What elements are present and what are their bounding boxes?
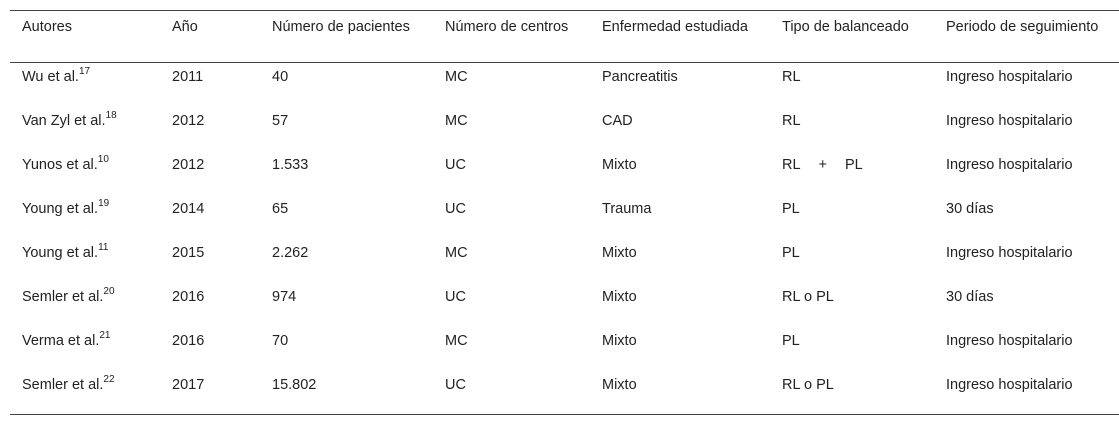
header-ano: Año [160,11,260,63]
cell-centers: UC [445,288,466,305]
table-row [10,63,1119,107]
cell-author [10,239,160,283]
reference-number: 18 [105,109,117,121]
cell-type [770,151,934,195]
studies-table [10,10,1119,415]
cell-patients: 1.533 [272,156,309,173]
cell-author [10,107,160,151]
cell-year: 2011 [172,69,204,85]
author-name: Semler et al. [22,376,104,393]
cell-patients: 15.802 [272,376,317,393]
cell-year: 2015 [172,244,205,261]
cell-centers: UC [445,200,466,217]
author-name: Yunos et al. [22,156,98,173]
cell-centers: MC [445,69,468,85]
reference-number: 11 [98,241,109,253]
cell-type: RL o PL [782,376,834,393]
cell-followup: 30 días [946,200,994,217]
cell-disease: Mixto [602,376,637,393]
cell-year: 2016 [172,332,205,349]
author-name: Van Zyl et al. [22,112,106,129]
cell-type: PL [782,244,800,261]
author-name: Verma et al. [22,332,100,349]
type-part: PL [845,156,863,173]
cell-disease: Trauma [602,200,652,217]
cell-centers: MC [445,244,468,261]
cell-author [10,283,160,327]
cell-centers: UC [445,376,466,393]
cell-followup: Ingreso hospitalario [946,376,1073,393]
header-numero-centros: Número de centros [433,11,590,63]
cell-disease: Mixto [602,156,637,173]
table-row [10,371,1119,415]
cell-followup: Ingreso hospitalario [946,112,1073,129]
header-tipo-balanceado: Tipo de balanceado [770,11,934,63]
table-row [10,195,1119,239]
reference-number: 21 [99,329,111,341]
cell-type: RL [782,69,801,85]
author-name: Semler et al. [22,288,104,305]
cell-year: 2016 [172,288,205,305]
cell-author [10,151,160,195]
cell-patients: 974 [272,288,297,305]
cell-year: 2012 [172,156,205,173]
reference-number: 20 [103,285,115,297]
header-autores: Autores [10,11,160,63]
author-name: Young et al. [22,200,99,217]
author-name: Wu et al. [22,69,79,85]
table-body [10,63,1119,415]
table-header [10,11,1119,63]
type-part: + [818,156,828,173]
cell-type: PL [782,200,800,217]
cell-centers: UC [445,156,466,173]
table-row [10,239,1119,283]
header-numero-pacientes: Número de pacientes [260,11,433,63]
cell-author [10,63,160,107]
cell-patients: 2.262 [272,244,309,261]
header-periodo-seguimiento: Periodo de seguimiento [934,11,1119,63]
reference-number: 22 [103,373,115,385]
reference-number: 19 [98,197,110,209]
studies-table-container [10,10,1099,415]
cell-year: 2017 [172,376,205,393]
cell-author [10,327,160,371]
cell-type: RL [782,112,801,129]
reference-number: 10 [97,153,109,165]
reference-number: 17 [78,66,91,78]
cell-author [10,371,160,415]
author-name: Young et al. [22,244,99,261]
cell-type: RL o PL [782,288,834,305]
cell-followup: Ingreso hospitalario [946,332,1073,349]
cell-disease: CAD [602,112,633,129]
cell-centers: MC [445,112,468,129]
cell-centers: MC [445,332,468,349]
cell-disease: Mixto [602,332,637,349]
cell-followup: Ingreso hospitalario [946,244,1073,261]
cell-followup: Ingreso hospitalario [946,156,1073,173]
header-row [10,11,1119,63]
table-row [10,283,1119,327]
cell-followup: Ingreso hospitalario [946,69,1073,85]
cell-author [10,195,160,239]
cell-type: PL [782,332,800,349]
cell-patients: 65 [272,200,289,217]
cell-disease: Mixto [602,288,637,305]
cell-disease: Pancreatitis [602,69,678,85]
cell-patients: 57 [272,112,289,129]
cell-patients: 40 [272,69,289,85]
cell-patients: 70 [272,332,289,349]
cell-disease: Mixto [602,244,637,261]
table-row [10,151,1119,195]
table-row [10,107,1119,151]
cell-followup: 30 días [946,288,994,305]
cell-year: 2014 [172,200,205,217]
cell-year: 2012 [172,112,205,129]
header-enfermedad: Enfermedad estudiada [590,11,770,63]
type-part: RL [782,156,801,173]
table-row [10,327,1119,371]
